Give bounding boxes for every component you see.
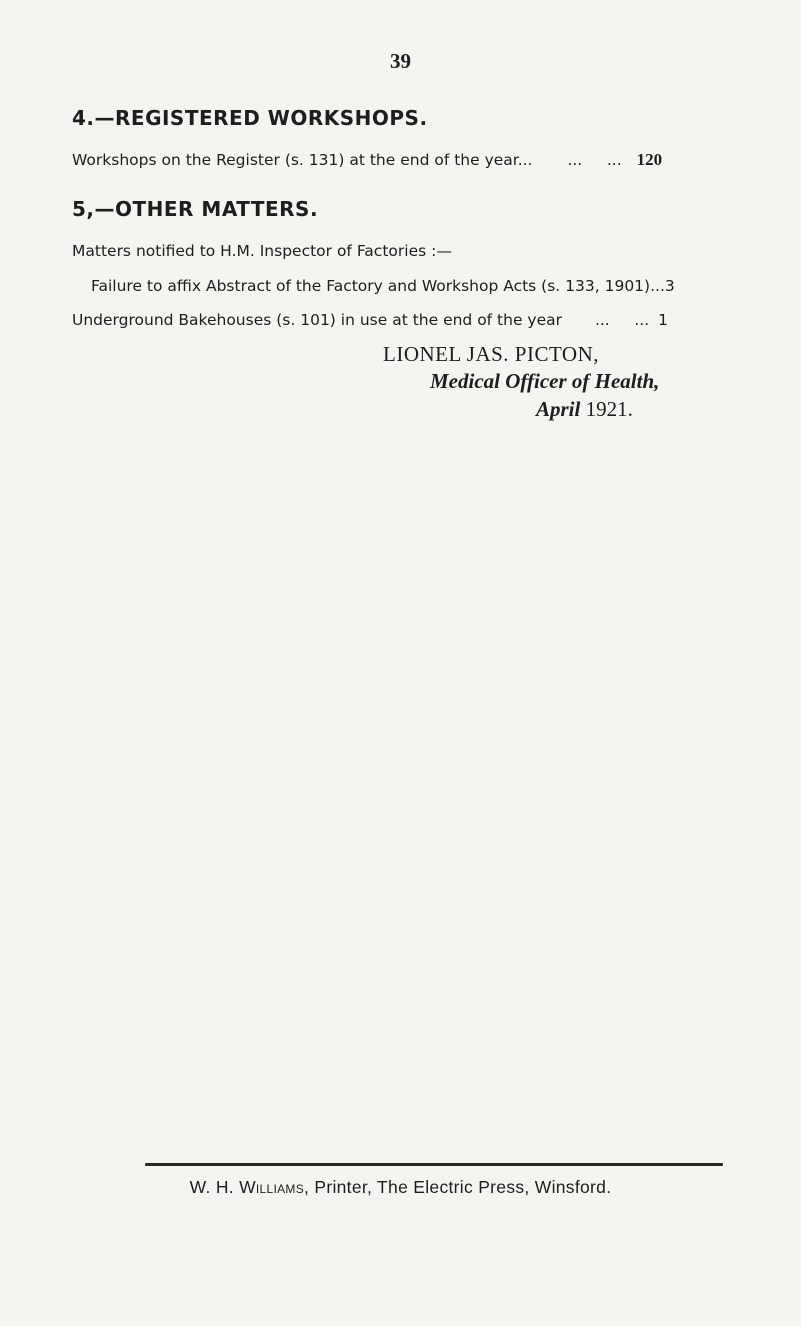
- underground-bakehouses-line: [72, 311, 668, 329]
- matters-notified-intro: Matters notified to H.M. Inspector of Factories :—: [72, 242, 452, 260]
- underground-bakehouses-label: Underground Bakehouses (s. 101) in use at the end of the year: [72, 311, 563, 329]
- printer-initials: W. H.: [189, 1177, 234, 1197]
- signature-date: [536, 397, 633, 422]
- printer-surname: Williams: [239, 1177, 305, 1197]
- failure-to-affix-line: Failure to affix Abstract of the Factory and Workshop Acts (s. 133, 1901)...3: [91, 277, 675, 295]
- workshops-register-value: 120: [636, 150, 663, 169]
- page-number: 39: [390, 49, 411, 73]
- signature-name: LIONEL JAS. PICTON,: [383, 342, 600, 366]
- underground-bakehouses-value: 1: [658, 311, 668, 329]
- workshops-register-label: Workshops on the Register (s. 131) at the end of the year...: [72, 151, 533, 169]
- workshops-register-line: [72, 150, 662, 170]
- printer-imprint: [0, 1177, 801, 1198]
- signature-date-year: 1921.: [585, 397, 633, 421]
- leader-dots: ... ...: [594, 311, 650, 329]
- section-4-heading: 4.—REGISTERED WORKSHOPS.: [72, 106, 428, 130]
- leader-dots: ... ...: [567, 151, 622, 169]
- section-5-heading: 5,—OTHER MATTERS.: [72, 197, 319, 221]
- signature-title: Medical Officer of Health,: [430, 369, 660, 393]
- footer-rule: [145, 1163, 723, 1166]
- signature-date-month: April: [536, 397, 581, 421]
- printer-details: , Printer, The Electric Press, Winsford.: [304, 1177, 612, 1197]
